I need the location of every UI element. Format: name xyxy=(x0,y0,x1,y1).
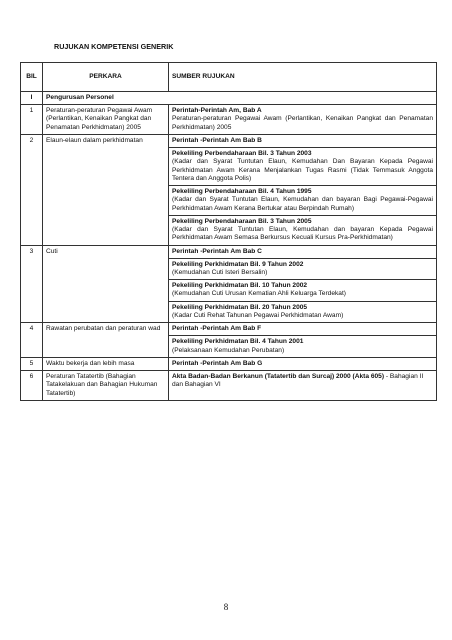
row-perkara: Peraturan-peraturan Pegawai Awam (Perlantikan, Kenaikan Pangkat dan Penamatan Perkhidmatan) 2005 xyxy=(43,105,169,135)
reference-block xyxy=(169,323,436,335)
reference-description: (Pelaksanaan Kemudahan Perubatan) xyxy=(172,346,285,354)
row-sumber xyxy=(169,323,437,358)
reference-description: (Kadar Cuti Rehat Tahunan Pegawai Perkhidmatan Awam) xyxy=(172,311,344,319)
reference-block xyxy=(169,279,436,300)
row-sumber xyxy=(169,357,437,370)
row-sumber xyxy=(169,245,437,323)
reference-description: Peraturan-peraturan Pegawai Awam (Perlantikan, Kenaikan Pangkat dan Penamatan Perkhidmatan) 2005 xyxy=(172,115,433,131)
reference-description: - Bahagian II dan Bahagian VI xyxy=(172,373,424,389)
row-number: 3 xyxy=(21,245,43,323)
header-bil: BIL xyxy=(21,63,43,92)
row-number: 1 xyxy=(21,105,43,135)
reference-table xyxy=(20,62,437,401)
reference-description: (Kadar dan Syarat Tuntutan Elaun, Kemudahan Dan Bayaran Kepada Pegawai Perkhidmatan Awam Kerana Menjalankan Tugas Rasmi (Tidak Temmasuk Anggota Tentera dan Anggota Polis) xyxy=(172,158,433,182)
reference-description: (Kadar dan Syarat Tuntutan Elaun, Kemudahan dan bayaran Bagi Pegawai-Pegawai Perkhidmatan Awam Kerana Bertukar atau Berpindah Rumah) xyxy=(172,196,433,212)
section-row xyxy=(21,92,437,105)
row-perkara: Rawatan perubatan dan peraturan wad xyxy=(43,323,169,358)
reference-title: Perintah -Perintah Am Bab F xyxy=(172,325,262,333)
reference-title: Pekeliling Perkhidmatan Bil. 20 Tahun 2005 xyxy=(172,303,308,311)
reference-block xyxy=(169,105,436,134)
reference-title: Pekeliling Perbendaharaan Bil. 3 Tahun 2005 xyxy=(172,217,312,225)
reference-block xyxy=(169,301,436,322)
row-number: 6 xyxy=(21,371,43,401)
reference-block xyxy=(169,358,436,370)
table-row xyxy=(21,371,437,401)
table-row xyxy=(21,134,437,245)
reference-block xyxy=(169,246,436,258)
row-sumber xyxy=(169,105,437,135)
reference-title: Pekeliling Perkhidmatan Bil. 10 Tahun 2002 xyxy=(172,282,308,290)
reference-block xyxy=(169,371,436,391)
reference-block xyxy=(169,258,436,279)
table-row xyxy=(21,357,437,370)
row-number: 5 xyxy=(21,357,43,370)
reference-title: Pekeliling Perkhidmatan Bil. 4 Tahun 2001 xyxy=(172,338,304,346)
header-sumber: SUMBER RUJUKAN xyxy=(169,63,437,92)
table-header-row xyxy=(21,63,437,92)
row-number: 4 xyxy=(21,323,43,358)
reference-block xyxy=(169,185,436,215)
reference-title: Pekeliling Perkhidmatan Bil. 9 Tahun 2002 xyxy=(172,260,304,268)
reference-title: Pekeliling Perbendaharaan Bil. 3 Tahun 2003 xyxy=(172,150,312,158)
table-row xyxy=(21,323,437,358)
reference-block xyxy=(169,147,436,185)
row-number: 2 xyxy=(21,134,43,245)
row-perkara: Cuti xyxy=(43,245,169,323)
row-sumber xyxy=(169,134,437,245)
reference-description: (Kadar dan Syarat Tuntutan Elaun, Kemudahan dan bayaran Kepada Pegawai Perkhidmatan Awam Semasa Berkursus Kecuali Kursus Pra-Perkhidmatan) xyxy=(172,226,433,242)
document-title: RUJUKAN KOMPETENSI GENERIK xyxy=(54,42,174,51)
reference-title: Perintah -Perintah Am Bab C xyxy=(172,247,262,255)
reference-title: Perintah-Perintah Am, Bab A xyxy=(172,107,262,115)
section-label: Pengurusan Personel xyxy=(43,92,437,105)
reference-title: Pekeliling Perbendaharaan Bil. 4 Tahun 1995 xyxy=(172,188,312,196)
reference-description: (Kemudahan Cuti Urusan Kematian Ahli Keluarga Terdekat) xyxy=(172,290,346,298)
reference-title: Akta Badan-Badan Berkanun (Tatatertib dan Surcaj) 2000 (Akta 605) xyxy=(172,373,385,381)
row-perkara: Waktu bekerja dan lebih masa xyxy=(43,357,169,370)
table-row xyxy=(21,105,437,135)
reference-block xyxy=(169,135,436,147)
row-perkara: Peraturan Tatatertib (Bahagian Tatakelakuan dan Bahagian Hukuman Tatatertib) xyxy=(43,371,169,401)
header-perkara: PERKARA xyxy=(43,63,169,92)
page-number: 8 xyxy=(223,602,229,612)
reference-block xyxy=(169,335,436,356)
reference-title: Perintah -Perintah Am Bab G xyxy=(172,359,263,367)
reference-title: Perintah -Perintah Am Bab B xyxy=(172,136,262,144)
table-row xyxy=(21,245,437,323)
reference-block xyxy=(169,215,436,245)
section-num: I xyxy=(21,92,43,105)
reference-description: (Kemudahan Cuti Isteri Bersalin) xyxy=(172,268,268,276)
row-perkara: Elaun-elaun dalam perkhidmatan xyxy=(43,134,169,245)
row-sumber xyxy=(169,371,437,401)
